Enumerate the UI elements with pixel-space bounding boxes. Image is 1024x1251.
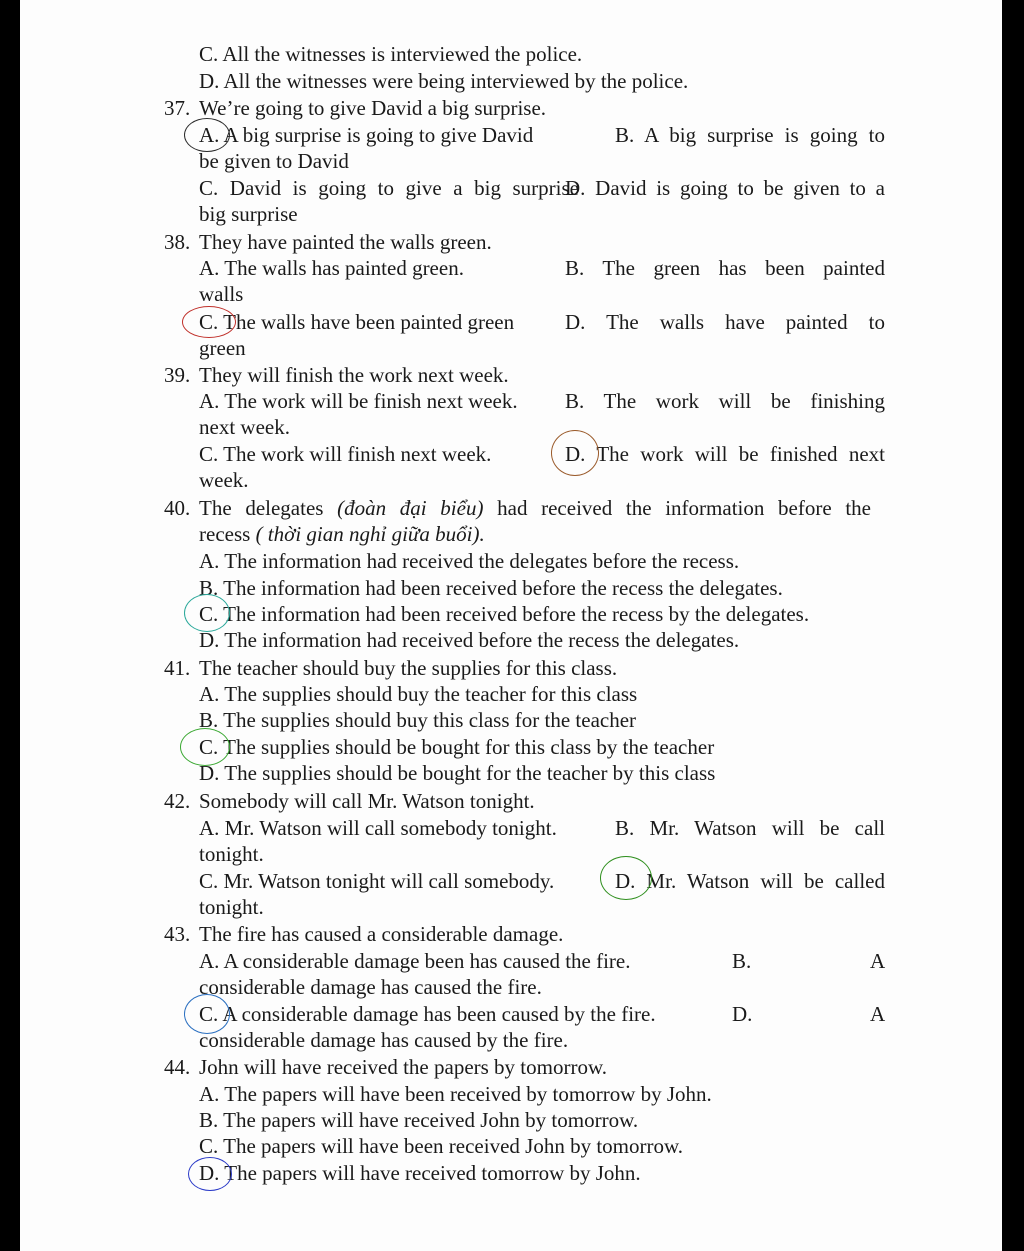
q38-number: 38. — [164, 230, 191, 254]
q37-option-d: D. David is going to be given to a — [565, 176, 885, 200]
q39-option-c: C. The work will finish next week. — [199, 442, 492, 466]
q40-stem-line2: recess ( thời gian nghỉ giữa buổi). — [199, 522, 485, 546]
q43-answer-circle — [184, 994, 230, 1034]
q43-option-b-cont: considerable damage has caused the fire. — [199, 975, 542, 999]
q38-option-a: A. The walls has painted green. — [199, 256, 464, 280]
q39-option-d-cont: week. — [199, 468, 249, 492]
q44-option-c: C. The papers will have been received John by tomorrow. — [199, 1134, 684, 1158]
q38-option-d-cont: green — [199, 336, 246, 360]
q42-option-b: B. Mr. Watson will be call — [615, 816, 885, 840]
q44-answer-circle — [188, 1157, 232, 1191]
q37-stem: We’re going to give David a big surprise. — [199, 96, 547, 120]
q42-answer-circle — [600, 856, 652, 900]
q37-option-b: B. A big surprise is going to — [615, 123, 885, 147]
q40-option-d: D. The information had received before the recess the delegates. — [199, 628, 740, 652]
q42-option-c: C. Mr. Watson tonight will call somebody. — [199, 869, 555, 893]
q41-answer-circle — [180, 728, 230, 766]
q39-answer-circle — [551, 430, 599, 476]
q37-option-d-cont: big surprise — [199, 202, 298, 226]
q40-option-a: A. The information had received the delegates before the recess. — [199, 549, 740, 573]
q44-stem: John will have received the papers by tomorrow. — [199, 1055, 608, 1079]
q42-option-d-cont: tonight. — [199, 895, 264, 919]
q43-option-d-cont: considerable damage has caused by the fire. — [199, 1028, 569, 1052]
q39-option-d: D. The work will be finished next — [565, 442, 885, 466]
q40-number: 40. — [164, 496, 191, 520]
q43-stem: The fire has caused a considerable damage. — [199, 922, 564, 946]
q40-option-c: C. The information had been received before the recess by the delegates. — [199, 602, 810, 626]
q44-option-d: D. The papers will have received tomorrow by John. — [199, 1161, 641, 1185]
q39-option-a: A. The work will be finish next week. — [199, 389, 518, 413]
q38-stem: They have painted the walls green. — [199, 230, 492, 254]
q39-stem: They will finish the work next week. — [199, 363, 509, 387]
q41-option-c: C. The supplies should be bought for this class by the teacher — [199, 735, 715, 759]
q40-option-b: B. The information had been received before the recess the delegates. — [199, 576, 783, 600]
q43-option-d-label: D. — [732, 1002, 753, 1026]
q36-option-d: D. All the witnesses were being interviewed by the police. — [199, 69, 689, 93]
q37-number: 37. — [164, 96, 191, 120]
q41-stem: The teacher should buy the supplies for this class. — [199, 656, 618, 680]
q44-option-b: B. The papers will have received John by tomorrow. — [199, 1108, 639, 1132]
q43-number: 43. — [164, 922, 191, 946]
q37-option-b-cont: be given to David — [199, 149, 349, 173]
q42-option-a: A. Mr. Watson will call somebody tonight. — [199, 816, 557, 840]
q37-answer-circle — [184, 118, 230, 152]
q38-answer-circle — [182, 306, 236, 338]
q39-number: 39. — [164, 363, 191, 387]
q44-number: 44. — [164, 1055, 191, 1079]
q40-answer-circle — [184, 594, 230, 632]
q42-stem: Somebody will call Mr. Watson tonight. — [199, 789, 535, 813]
q38-option-b: B. The green has been painted — [565, 256, 885, 280]
q42-option-d: D. Mr. Watson will be called — [615, 869, 885, 893]
q43-option-b-start: A — [870, 949, 886, 973]
q42-option-b-cont: tonight. — [199, 842, 264, 866]
q38-option-c: C. The walls have been painted green — [199, 310, 515, 334]
q37-option-c: C. David is going to give a big surprise — [199, 176, 579, 200]
q39-option-b: B. The work will be finishing — [565, 389, 885, 413]
q37-option-a: A. A big surprise is going to give David — [199, 123, 534, 147]
q38-option-b-cont: walls — [199, 282, 244, 306]
q43-option-c: C. A considerable damage has been caused by the fire. — [199, 1002, 656, 1026]
q43-option-b-label: B. — [732, 949, 752, 973]
q43-option-a: A. A considerable damage been has caused the fire. — [199, 949, 631, 973]
q42-number: 42. — [164, 789, 191, 813]
q38-option-d: D. The walls have painted to — [565, 310, 885, 334]
q36-option-c: C. All the witnesses is interviewed the police. — [199, 42, 583, 66]
q39-option-b-cont: next week. — [199, 415, 290, 439]
worksheet-page — [20, 0, 1002, 1251]
q44-option-a: A. The papers will have been received by tomorrow by John. — [199, 1082, 712, 1106]
q41-option-a: A. The supplies should buy the teacher for this class — [199, 682, 638, 706]
q41-option-b: B. The supplies should buy this class for the teacher — [199, 708, 637, 732]
q41-number: 41. — [164, 656, 191, 680]
q41-option-d: D. The supplies should be bought for the teacher by this class — [199, 761, 716, 785]
q40-stem-line1: The delegates (đoàn đại biểu) had received the information before the — [199, 496, 871, 520]
q43-option-d-start: A — [870, 1002, 886, 1026]
